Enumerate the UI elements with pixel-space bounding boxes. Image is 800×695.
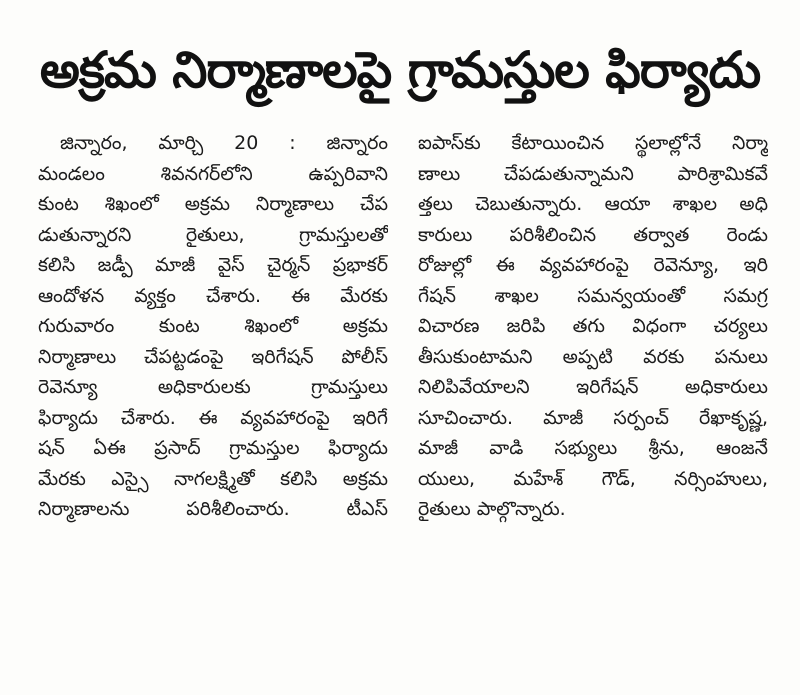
text-line: కుంట శిఖంలో అక్రమ నిర్మాణాలు చేప — [38, 193, 388, 215]
text-line: ణాలు చేపడుతున్నామని పారిశ్రామికవే — [418, 162, 768, 185]
text-line: మండలం శివనగర్‌లోని ఉప్పరివాని — [38, 162, 388, 185]
text-line: నిలిపివేయాలని ఇరిగేషన్ అధికారులు — [418, 376, 768, 398]
text-line: ఐపాస్‌కు కేటాయించిన స్థలాల్లోనే నిర్మా — [418, 132, 768, 154]
text-line: మేరకు ఎస్సై నాగలక్ష్మితో కలిసి అక్రమ — [38, 467, 388, 490]
text-line: రోజుల్లో ఈ వ్యవహారంపై రెవెన్యూ, ఇరి — [418, 254, 768, 276]
text-line: నిర్మాణాలు చేపట్టడంపై ఇరిగేషన్ పోలీస్ — [38, 345, 388, 368]
left-column — [38, 128, 388, 525]
text-line: సూచించారు. మాజీ సర్పంచ్ రేఖాకృష్ణ, — [418, 406, 768, 429]
text-line: ఫిర్యాదు చేశారు. ఈ వ్యవహారంపై ఇరిగే — [38, 406, 388, 429]
text-line: విచారణ జరిపి తగు విధంగా చర్యలు — [418, 315, 768, 337]
text-line: కారులు పరిశీలించిన తర్వాత రెండు — [418, 223, 768, 246]
text-line: రైతులు పాల్గొన్నారు. — [418, 498, 566, 520]
right-column — [418, 128, 768, 525]
text-line: తీసుకుంటామని అప్పటి వరకు పనులు — [418, 345, 768, 368]
text-line: ఆందోళన వ్యక్తం చేశారు. ఈ మేరకు — [38, 284, 388, 307]
headline: అక్రమ నిర్మాణాలపై గ్రామస్తుల ఫిర్యాదు — [39, 41, 761, 99]
text-line: డుతున్నారని రైతులు, గ్రామస్తులతో — [38, 223, 388, 246]
text-line: గురువారం కుంట శిఖంలో అక్రమ — [38, 315, 388, 337]
text-line: యులు, మహేశ్ గౌడ్, నర్సింహులు, — [418, 467, 768, 490]
text-line: షన్ ఏఈ ప్రసాద్ గ్రామస్తుల ఫిర్యాదు — [38, 437, 388, 459]
text-line: గేషన్ శాఖల సమన్వయంతో సమగ్ర — [418, 284, 768, 307]
text-line: జిన్నారం, మార్చి 20 : జిన్నారం — [60, 132, 388, 154]
text-line: రెవెన్యూ అధికారులకు గ్రామస్తులు — [38, 376, 388, 398]
text-line: కలిసి జడ్పీ మాజీ వైస్ చైర్మన్ ప్రభాకర్ — [38, 254, 388, 276]
text-line: త్తలు చెబుతున్నారు. ఆయా శాఖల అధి — [418, 193, 768, 215]
text-line: నిర్మాణాలను పరిశీలించారు. టీఎస్ — [38, 498, 388, 520]
text-line: మాజీ వాడి సభ్యులు శ్రీను, ఆంజనే — [418, 437, 768, 459]
